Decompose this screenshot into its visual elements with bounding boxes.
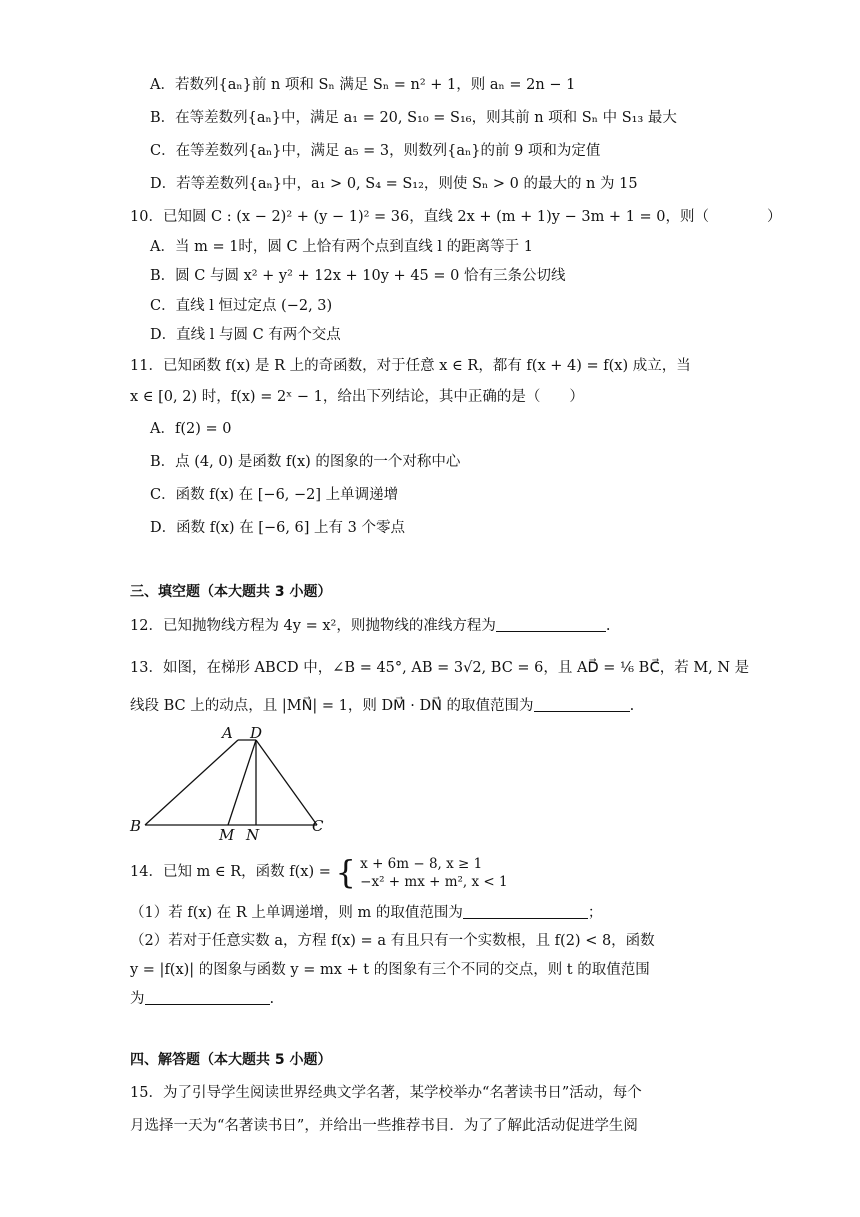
q14-part2-blank — [145, 990, 270, 1005]
q9-option-c: C．在等差数列{aₙ}中，满足 a₅ = 3，则数列{aₙ}的前 9 项和为定值 — [150, 143, 601, 159]
q9-option-b: B．在等差数列{aₙ}中，满足 a₁ = 20, S₁₀ = S₁₆，则其前 n 项和 Sₙ 中 S₁₃ 最大 — [150, 110, 677, 126]
q14-part2-line3-wrap — [130, 989, 274, 1009]
q14-case2: −x² + mx + m², x < 1 — [360, 873, 508, 890]
q13-line2-wrap — [130, 696, 634, 716]
q14-part2-line1: （2）若对于任意实数 a，方程 f(x) = a 有且只有一个实数根，且 f(2) < 8，函数 — [130, 933, 655, 949]
q11-option-d: D．函数 f(x) 在 [−6, 6] 上有 3 个零点 — [150, 520, 405, 536]
q13-end: . — [629, 698, 635, 714]
q10-stem: 10．已知圆 C : (x − 2)² + (y − 1)² = 36，直线 2x + (m + 1)y − 3m + 1 = 0，则（ ） — [130, 209, 782, 225]
q14-part1-wrap — [130, 903, 602, 923]
label-d: D — [250, 724, 263, 742]
q11-stem-line2: x ∈ [0, 2) 时，f(x) = 2ˣ − 1，给出下列结论，其中正确的是（ ） — [130, 389, 584, 405]
q12-end: . — [605, 618, 611, 634]
label-n: N — [246, 826, 260, 840]
segment-ab — [145, 740, 238, 825]
q10-option-b: B．圆 C 与圆 x² + y² + 12x + 10y + 45 = 0 恰有三条公切线 — [150, 268, 566, 284]
segment-dm — [228, 740, 256, 825]
q14-part1-end: ； — [587, 905, 603, 921]
q14-part2-line2: y = |f(x)| 的图象与函数 y = mx + t 的图象有三个不同的交点，则 t 的取值范围 — [130, 962, 650, 978]
q10-option-d: D．直线 l 与圆 C 有两个交点 — [150, 327, 341, 343]
section-4-heading: 四、解答题（本大题共 5 小题） — [130, 1052, 332, 1068]
label-a: A — [222, 724, 233, 742]
q11-option-b: B．点 (4, 0) 是函数 f(x) 的图象的一个对称中心 — [150, 454, 461, 470]
q11-option-a: A．f(2) = 0 — [150, 421, 232, 437]
q12-line — [130, 616, 610, 636]
q15-line2: 月选择一天为“名著读书日”，并给出一些推荐书目．为了了解此活动促进学生阅 — [130, 1118, 638, 1134]
q9-option-d: D．若等差数列{aₙ}中，a₁ > 0, S₄ = S₁₂，则使 Sₙ > 0 的最大的 n 为 15 — [150, 176, 638, 192]
section-3-heading: 三、填空题（本大题共 3 小题） — [130, 584, 332, 600]
q9-option-a: A．若数列{aₙ}前 n 项和 Sₙ 满足 Sₙ = n² + 1，则 aₙ = 2n − 1 — [150, 77, 576, 93]
q12-answer-blank — [496, 617, 606, 632]
label-b: B — [130, 817, 142, 835]
trapezoid-figure — [120, 722, 340, 840]
q13-answer-blank — [534, 697, 630, 712]
segment-dc — [256, 740, 317, 825]
q13-line1: 13．如图，在梯形 ABCD 中，∠B = 45°, AB = 3√2, BC = 6，且 AD⃗ = ¹⁄₆ BC⃗，若 M, N 是 — [130, 660, 750, 676]
q11-stem-line1: 11．已知函数 f(x) 是 R 上的奇函数，对于任意 x ∈ R，都有 f(x + 4) = f(x) 成立，当 — [130, 358, 691, 374]
q11-option-c: C．函数 f(x) 在 [−6, −2] 上单调递增 — [150, 487, 399, 503]
q14-piecewise — [336, 852, 508, 892]
label-c: C — [312, 817, 324, 835]
brace-icon: { — [335, 853, 356, 892]
q14-part1: （1）若 f(x) 在 R 上单调递增，则 m 的取值范围为 — [130, 905, 463, 921]
q14-part2-line3: 为 — [130, 991, 145, 1007]
q10-option-a: A．当 m = 1时，圆 C 上恰有两个点到直线 l 的距离等于 1 — [150, 239, 533, 255]
q10-option-c: C．直线 l 恒过定点 (−2, 3) — [150, 298, 333, 314]
q14-stem-wrap — [130, 852, 508, 892]
q13-line2: 线段 BC 上的动点，且 |MN⃗| = 1，则 DM⃗ · DN⃗ 的取值范围为 — [130, 698, 534, 714]
q14-part2-end: . — [269, 991, 275, 1007]
q14-case1: x + 6m − 8, x ≥ 1 — [360, 855, 483, 872]
label-m: M — [219, 826, 235, 840]
q14-stem: 14．已知 m ∈ R，函数 f(x) = — [130, 864, 331, 880]
q14-cases — [360, 855, 507, 891]
q14-part1-blank — [463, 904, 588, 919]
q15-line1: 15．为了引导学生阅读世界经典文学名著，某学校举办“名著读书日”活动，每个 — [130, 1085, 642, 1101]
q12-text: 12．已知抛物线方程为 4y = x²，则抛物线的准线方程为 — [130, 618, 496, 634]
